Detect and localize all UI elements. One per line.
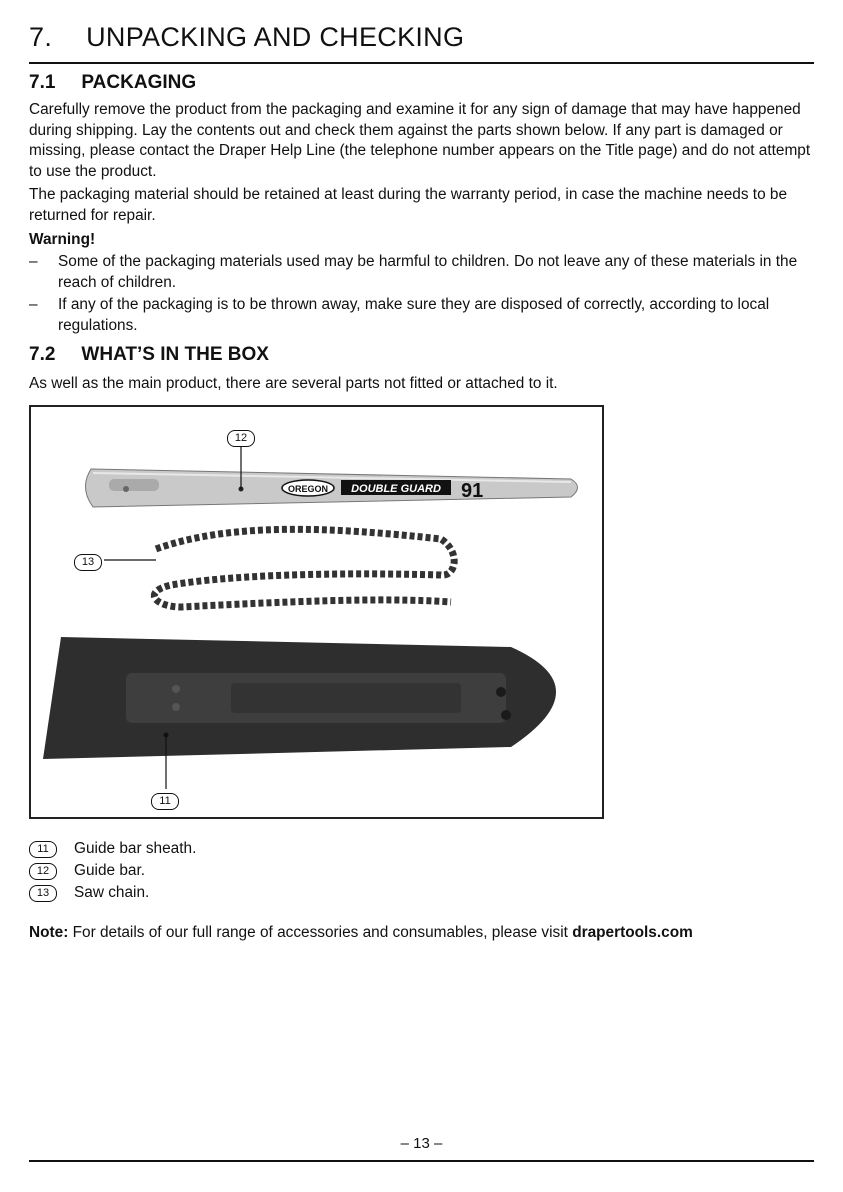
section-number: 7.2 <box>29 344 56 365</box>
legend-item <box>29 838 196 860</box>
accessories-note <box>29 924 693 942</box>
parts-photo <box>29 405 604 819</box>
bar-number-text: 91 <box>461 480 484 502</box>
guide-bar <box>85 469 577 507</box>
website-link[interactable]: drapertools.com <box>572 924 693 941</box>
saw-chain <box>154 529 454 607</box>
warning-list <box>29 252 814 338</box>
legend-item <box>29 882 196 904</box>
callout-number: 12 <box>227 430 255 447</box>
dash-bullet: – <box>29 253 38 270</box>
list-item-text: If any of the packaging is to be thrown away, make sure they are disposed of correctly, according to local regulations. <box>58 296 770 334</box>
legend-text: Saw chain. <box>74 884 150 901</box>
guide-bar-sheath <box>43 637 556 759</box>
section-title: WHAT’S IN THE BOX <box>81 344 269 365</box>
list-item-text: Some of the packaging materials used may be harmful to children. Do not leave any of these materials in the reach of children. <box>58 253 798 291</box>
warning-label: Warning! <box>29 231 96 248</box>
callout-11 <box>151 791 196 810</box>
list-item <box>29 252 814 293</box>
parts-legend <box>29 838 196 904</box>
legend-item <box>29 860 196 882</box>
page-number: – 13 – <box>400 1135 443 1152</box>
section-heading-packaging <box>29 72 196 94</box>
legend-text: Guide bar. <box>74 862 146 879</box>
legend-number: 13 <box>29 885 57 902</box>
note-label: Note: <box>29 924 69 941</box>
bottom-rule <box>29 1160 814 1162</box>
list-item <box>29 295 814 336</box>
legend-text: Guide bar sheath. <box>74 840 197 857</box>
section-number: 7.1 <box>29 72 56 93</box>
chapter-title <box>29 22 464 53</box>
retain-paragraph: The packaging material should be retained at least during the warranty period, in case the machine needs to be returned for repair. <box>29 186 788 224</box>
dash-bullet: – <box>29 296 38 313</box>
callout-number: 13 <box>74 554 102 571</box>
note-text: For details of our full range of accessories and consumables, please visit <box>68 924 573 941</box>
parts-illustration <box>31 407 602 817</box>
bar-brand-text: OREGON <box>287 484 329 494</box>
callout-13 <box>74 552 119 571</box>
section-heading-box <box>29 344 269 366</box>
chapter-number: 7. <box>29 22 53 52</box>
callout-number: 11 <box>151 793 179 810</box>
chapter-heading: UNPACKING AND CHECKING <box>86 22 465 52</box>
section-title: PACKAGING <box>81 72 197 93</box>
callout-12 <box>227 428 272 447</box>
packaging-paragraph: Carefully remove the product from the packaging and examine it for any sign of damage that may have happened during shipping. Lay the contents out and check them against the parts shown below. If any part is damaged or missing, please contact the Draper Help Line (the telephone number appears on the Title page) and do not attempt to use the product. <box>29 101 811 180</box>
box-intro: As well as the main product, there are several parts not fitted or attached to it. <box>29 375 558 392</box>
top-rule <box>29 62 814 64</box>
legend-number: 12 <box>29 863 57 880</box>
bar-model-text: DOUBLE GUARD <box>351 483 441 495</box>
legend-number: 11 <box>29 841 57 858</box>
